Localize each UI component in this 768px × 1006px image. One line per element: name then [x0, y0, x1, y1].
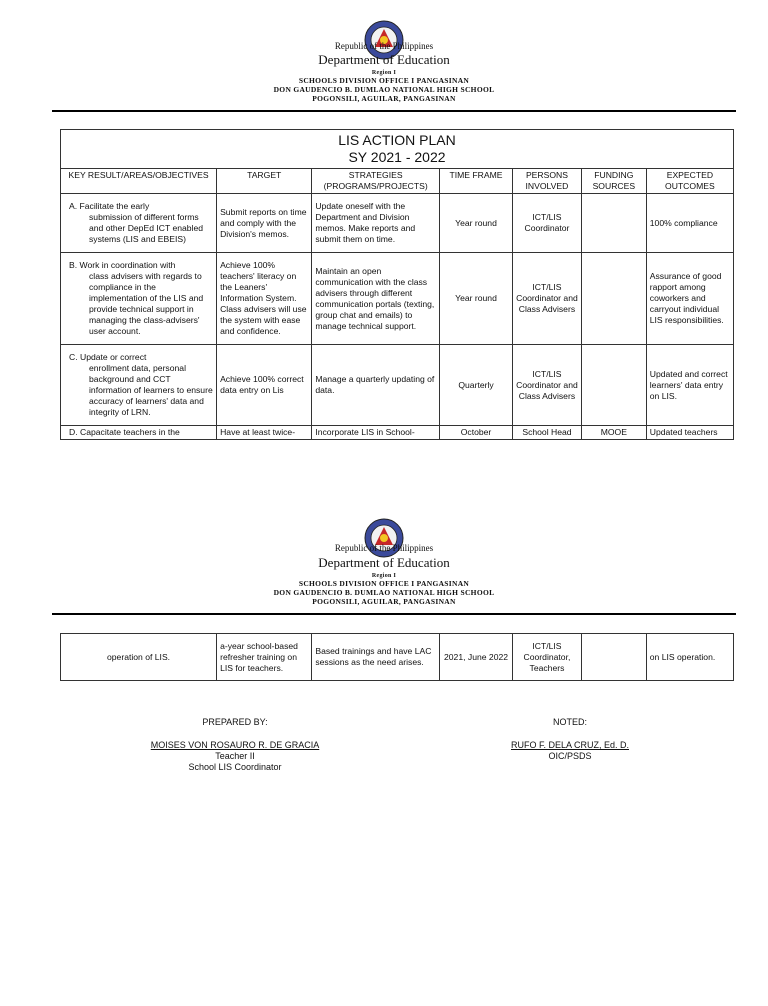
column-header: STRATEGIES (PROGRAMS/PROJECTS)	[312, 169, 440, 194]
objective-cell	[61, 253, 217, 345]
objective-lead: A. Facilitate the early	[69, 201, 150, 211]
objective-text: class advisers with regards to compliance in the implementation of the LIS and provide technical support in managing the class-advisers' user account.	[89, 271, 204, 336]
persons-cell: ICT/LIS Coordinator and Class Advisers	[513, 253, 582, 345]
noted-block	[470, 740, 670, 762]
noted-name: RUFO F. DELA CRUZ, Ed. D.	[510, 740, 630, 750]
column-header: EXPECTED OUTCOMES	[646, 169, 733, 194]
time-frame-cell: Year round	[440, 194, 513, 253]
republic-text: Republic of the Philippines	[334, 41, 434, 51]
prepared-by-block	[120, 740, 350, 773]
plan-title-cell	[61, 130, 734, 169]
funding-cell	[581, 253, 646, 345]
strategy-cell: Based trainings and have LAC sessions as the need arises.	[312, 634, 440, 681]
target-cell: Achieve 100% teachers' literacy on the Leaners' Information System. Class advisers will use the system with ease and confidence.	[217, 253, 312, 345]
table-row	[61, 634, 734, 681]
noted-title: OIC/PSDS	[548, 751, 592, 761]
prepared-by-role: School LIS Coordinator	[188, 762, 282, 772]
persons-cell: School Head	[513, 426, 582, 440]
objective-lead: D. Capacitate teachers in the	[69, 427, 180, 437]
region-text: Region I	[371, 70, 397, 76]
outcome-cell: Assurance of good rapport among coworkers and carryout individual LIS responsibilities.	[646, 253, 733, 345]
persons-cell: ICT/LIS Coordinator and Class Advisers	[513, 345, 582, 426]
objective-text: enrollment data, personal background and CCT information of learners to ensure accuracy of learners' data and integrity of LRN.	[89, 363, 213, 417]
table-row	[61, 345, 734, 426]
strategy-cell: Manage a quarterly updating of data.	[312, 345, 440, 426]
header-divider	[52, 613, 736, 615]
prepared-by-title: Teacher II	[215, 751, 255, 761]
action-plan-continuation-table	[60, 633, 734, 681]
column-header: KEY RESULT/AREAS/OBJECTIVES	[61, 169, 217, 194]
department-text: Department of Education	[318, 52, 450, 67]
time-frame-cell: Quarterly	[440, 345, 513, 426]
objective-lead: B. Work in coordination with	[69, 260, 176, 270]
persons-cell: ICT/LIS Coordinator, Teachers	[513, 634, 582, 681]
objective-lead: C. Update or correct	[69, 352, 147, 362]
school-text: DON GAUDENCIO B. DUMLAO NATIONAL HIGH SCHOOL	[273, 85, 495, 94]
objective-cell	[61, 426, 217, 440]
outcome-cell: Updated and correct learners' data entry on LIS.	[646, 345, 733, 426]
prepared-by-name: MOISES VON ROSAURO R. DE GRACIA	[150, 740, 320, 750]
funding-cell	[581, 634, 646, 681]
plan-year: SY 2021 - 2022	[348, 149, 446, 165]
time-frame-cell: 2021, June 2022	[440, 634, 513, 681]
time-frame-cell: Year round	[440, 253, 513, 345]
column-header: PERSONS INVOLVED	[513, 169, 582, 194]
division-text: SCHOOLS DIVISION OFFICE I PANGASINAN	[298, 76, 470, 85]
action-plan-table	[60, 129, 734, 440]
division-text: SCHOOLS DIVISION OFFICE I PANGASINAN	[298, 579, 470, 588]
persons-cell: ICT/LIS Coordinator	[513, 194, 582, 253]
noted-label: NOTED:	[552, 717, 587, 727]
objective-cell	[61, 345, 217, 426]
address-text: POGONSILI, AGUILAR, PANGASINAN	[312, 94, 456, 103]
target-cell: Achieve 100% correct data entry on Lis	[217, 345, 312, 426]
strategy-cell: Maintain an open communication with the class advisers through different communication portals (texting, group chat and emails) to manage technical support.	[312, 253, 440, 345]
target-cell: a-year school-based refresher training on LIS for teachers.	[217, 634, 312, 681]
column-header: TARGET	[217, 169, 312, 194]
address-text: POGONSILI, AGUILAR, PANGASINAN	[312, 597, 456, 606]
republic-text: Republic of the Philippines	[334, 543, 434, 553]
table-row	[61, 194, 734, 253]
column-header: TIME FRAME	[440, 169, 513, 194]
strategy-cell: Incorporate LIS in School-	[312, 426, 440, 440]
objective-text: submission of different forms and other DepEd ICT enabled systems (LIS and EBEIS)	[89, 212, 204, 244]
funding-cell	[581, 345, 646, 426]
department-text: Department of Education	[318, 555, 450, 570]
strategy-cell: Update oneself with the Department and Division memos. Make reports and submit them on time.	[312, 194, 440, 253]
objective-cell	[61, 194, 217, 253]
region-text: Region I	[371, 573, 397, 579]
outcome-cell: Updated teachers	[646, 426, 733, 440]
objective-cell: operation of LIS.	[61, 634, 217, 681]
target-cell: Submit reports on time and comply with the Division's memos.	[217, 194, 312, 253]
funding-cell: MOOE	[581, 426, 646, 440]
time-frame-cell: October	[440, 426, 513, 440]
outcome-cell: 100% compliance	[646, 194, 733, 253]
outcome-cell: on LIS operation.	[646, 634, 733, 681]
target-cell: Have at least twice-	[217, 426, 312, 440]
school-text: DON GAUDENCIO B. DUMLAO NATIONAL HIGH SCHOOL	[273, 588, 495, 597]
plan-title: LIS ACTION PLAN	[338, 132, 456, 148]
column-header: FUNDING SOURCES	[581, 169, 646, 194]
funding-cell	[581, 194, 646, 253]
table-row	[61, 253, 734, 345]
header-divider	[52, 110, 736, 112]
prepared-by-label: PREPARED BY:	[202, 717, 268, 727]
table-row	[61, 426, 734, 440]
